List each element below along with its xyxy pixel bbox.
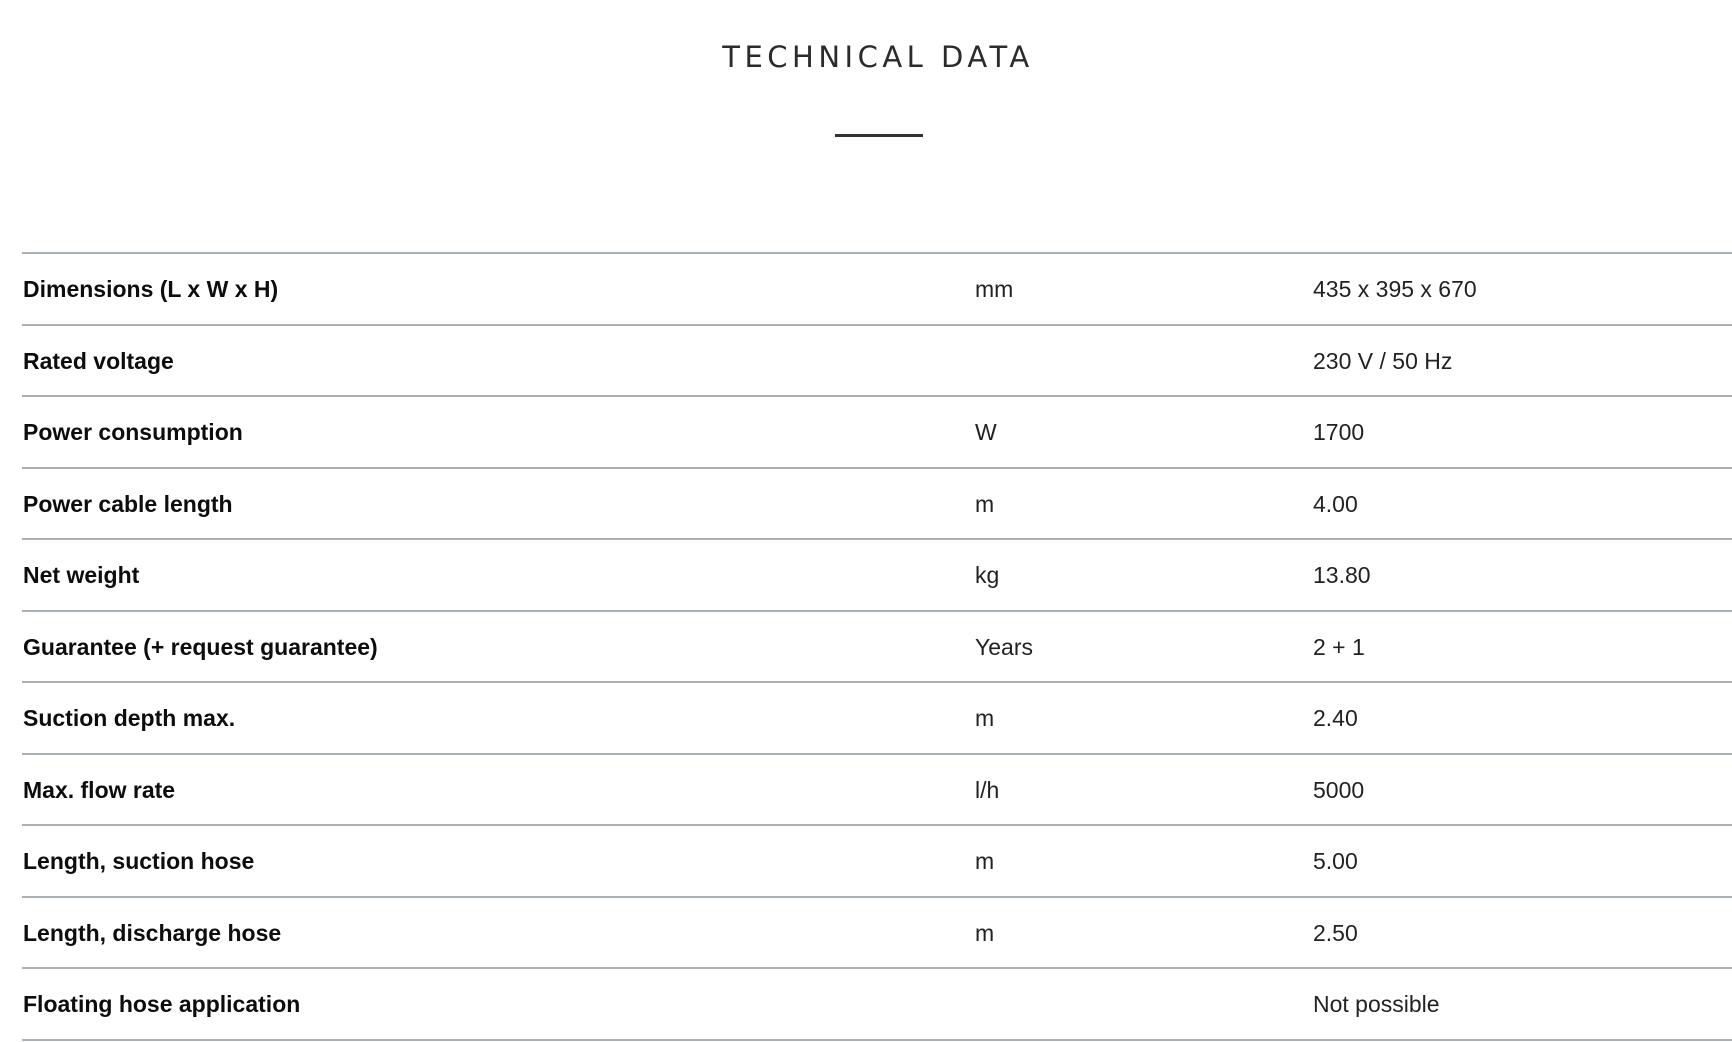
spec-label: Max. flow rate (23, 776, 176, 803)
spec-value: 13.80 (1313, 562, 1371, 588)
spec-unit: kg (975, 562, 1000, 588)
spec-label: Rated voltage (23, 347, 174, 374)
spec-value: 5000 (1313, 776, 1365, 803)
spec-unit: mm (975, 276, 1014, 302)
table-row (22, 397, 1732, 469)
spec-label: Net weight (23, 562, 140, 588)
title-underline-divider (835, 134, 923, 137)
spec-value: 1700 (1313, 419, 1365, 445)
table-row (22, 612, 1732, 684)
spec-label: Dimensions (L x W x H) (23, 276, 279, 302)
spec-label: Length, suction hose (23, 848, 255, 874)
technical-data-table (22, 252, 1732, 1041)
spec-unit: m (975, 705, 995, 731)
spec-value: 2 + 1 (1313, 633, 1365, 660)
table-row (22, 826, 1732, 898)
spec-unit: W (975, 419, 997, 445)
table-row (22, 755, 1732, 827)
spec-unit: l/h (975, 776, 1000, 803)
spec-value: 435 x 395 x 670 (1313, 276, 1477, 302)
spec-value: Not possible (1313, 991, 1440, 1017)
table-row (22, 898, 1732, 970)
table-row (22, 540, 1732, 612)
spec-label: Length, discharge hose (23, 919, 282, 946)
spec-label: Floating hose application (23, 991, 301, 1017)
spec-value: 5.00 (1313, 848, 1358, 874)
spec-unit: m (975, 848, 995, 874)
table-row (22, 969, 1732, 1041)
section-title: TECHNICAL DATA (722, 40, 1034, 74)
spec-unit: m (975, 490, 995, 517)
spec-label: Suction depth max. (23, 705, 236, 731)
table-row (22, 254, 1732, 326)
table-row (22, 683, 1732, 755)
spec-label: Power consumption (23, 419, 243, 445)
spec-value: 230 V / 50 Hz (1313, 347, 1453, 374)
spec-value: 2.40 (1313, 705, 1358, 731)
spec-unit: Years (975, 633, 1033, 660)
spec-unit: m (975, 919, 995, 946)
table-row (22, 469, 1732, 541)
spec-value: 2.50 (1313, 919, 1358, 946)
spec-label: Power cable length (23, 490, 233, 517)
spec-label: Guarantee (+ request guarantee) (23, 633, 378, 660)
table-row (22, 326, 1732, 398)
spec-value: 4.00 (1313, 490, 1358, 517)
